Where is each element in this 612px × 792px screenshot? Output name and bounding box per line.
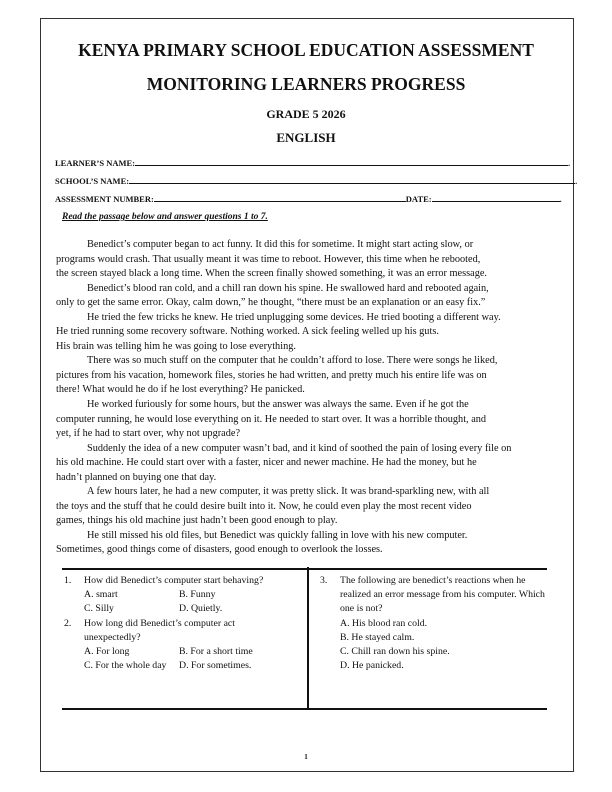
- passage-line: Sometimes, good things come of disasters, good enough to overlook the losses.: [56, 544, 383, 556]
- assessment-number-label: ASSESSMENT NUMBER:: [55, 194, 154, 204]
- passage-line: games, things his old machine just hadn’t been good enough to play.: [56, 515, 338, 527]
- passage-line: pictures from his vacation, homework files, stories he had written, and pretty much his entire life was on: [56, 369, 487, 381]
- learner-name-label: LEARNER’S NAME:: [55, 158, 136, 168]
- question-number: 3.: [320, 575, 328, 586]
- grade-label: GRADE 5 2026: [266, 107, 346, 121]
- exam-title: KENYA PRIMARY SCHOOL EDUCATION ASSESSMENT: [78, 40, 534, 60]
- assessment-number-line[interactable]: [154, 193, 406, 202]
- passage-line: There was so much stuff on the computer that he couldn’t afford to lose. There were songs he liked,: [87, 355, 498, 367]
- answer-option[interactable]: D. Quietly.: [179, 603, 223, 615]
- page-number: 1: [304, 753, 308, 761]
- passage-line: Benedict’s computer began to act funny. It did this for sometime. It might start acting slow, or: [87, 239, 474, 250]
- answer-option[interactable]: D. For sometimes.: [179, 660, 252, 672]
- answer-option[interactable]: C. Chill ran down his spine.: [340, 646, 450, 658]
- passage-line: He tried the few tricks he knew. He tried unplugging some devices. He tried booting a different way.: [87, 311, 501, 323]
- column-divider: [307, 567, 309, 710]
- passage-line: only to get the same error. Okay, calm down,” he thought, “there must be an explanation or an easy fix.”: [56, 297, 486, 309]
- answer-option[interactable]: C. Silly: [84, 603, 114, 615]
- answer-option[interactable]: C. For the whole day: [84, 660, 167, 672]
- answer-option[interactable]: A. smart: [84, 589, 118, 601]
- answer-option[interactable]: A. His blood ran cold.: [340, 617, 428, 629]
- passage-line: His brain was telling him he was going to lose everything.: [56, 340, 296, 352]
- passage-line: yet, if he had to start over, why not upgrade?: [56, 428, 241, 440]
- question-text: How long did Benedict’s computer act unexpectedly?: [84, 617, 236, 643]
- instruction: Read the passage below and answer questions 1 to 7.: [62, 212, 268, 222]
- passage-line: his old machine. He could start over with a faster, nicer and newer machine. He had the money, but he: [56, 457, 477, 469]
- answer-option[interactable]: A. For long: [84, 646, 130, 658]
- passage-line: computer running, he would lose everything on it. He needed to start over. It was a horrible thought, and: [56, 413, 487, 425]
- passage-line: programs would crash. That usually meant it was time to reboot. However, this time when he rebooted,: [56, 253, 481, 265]
- passage-line: He still missed his old files, but Benedict was quickly falling in love with his new computer.: [87, 529, 468, 541]
- answer-option[interactable]: B. He stayed calm.: [340, 631, 415, 643]
- exam-subtitle: MONITORING LEARNERS PROGRESS: [146, 74, 466, 94]
- passage-line: Suddenly the idea of a new computer wasn’t bad, and it kind of soothed the pain of losing every file on: [87, 442, 512, 454]
- learner-name-line[interactable]: [135, 157, 571, 168]
- date-label: DATE:: [405, 194, 432, 204]
- passage-line: hadn’t planned on buying one that day.: [56, 471, 217, 483]
- school-name-field[interactable]: [55, 175, 577, 186]
- line-end: .: [575, 176, 578, 186]
- questions-left-column: [62, 574, 302, 673]
- questions-right-column: [318, 574, 548, 673]
- passage-line: the toys and the stuff that he could desire built into it. Now, he could even play the most recent video: [56, 500, 472, 512]
- passage-line: the screen stayed black a long time. When the screen finally showed something, it was an error message.: [56, 268, 487, 280]
- answer-option[interactable]: B. Funny: [179, 589, 216, 601]
- subject-label: ENGLISH: [276, 130, 336, 145]
- passage-line: A few hours later, he had a new computer, it was pretty slick. It was brand-sparkling new, with all: [87, 486, 490, 498]
- question-number: 2.: [64, 617, 72, 629]
- line-end: .: [568, 158, 571, 168]
- question-number: 1.: [64, 575, 72, 586]
- school-name-label: SCHOOL’S NAME:: [55, 176, 130, 186]
- answer-option[interactable]: B. For a short time: [179, 646, 253, 658]
- question-text: How did Benedict’s computer start behaving?: [84, 575, 264, 586]
- learner-name-field[interactable]: [55, 157, 570, 168]
- school-name-line[interactable]: [129, 175, 578, 186]
- date-line[interactable]: [432, 193, 560, 202]
- answer-option[interactable]: D. He panicked.: [340, 660, 404, 672]
- passage-line: there! What would he do if he lost everything? He panicked.: [56, 384, 305, 396]
- passage-line: Benedict’s blood ran cold, and a chill ran down his spine. He swallowed hard and rebooted again,: [87, 282, 489, 294]
- question: [318, 574, 548, 617]
- question: [62, 574, 284, 588]
- questions-table: [62, 568, 547, 710]
- assessment-number-field[interactable]: [55, 193, 562, 204]
- question: [62, 617, 284, 645]
- passage-line: He tried running some recovery software. Nothing worked. A sick feeling welled up his guts.: [56, 326, 439, 338]
- passage-line: He worked furiously for some hours, but the answer was always the same. Even if he got the: [87, 399, 469, 411]
- reading-passage: [56, 238, 571, 558]
- question-text: The following are benedict’s reactions when he realized an error message from his computer. Which one is not?: [340, 575, 545, 615]
- line-end: .: [559, 194, 562, 204]
